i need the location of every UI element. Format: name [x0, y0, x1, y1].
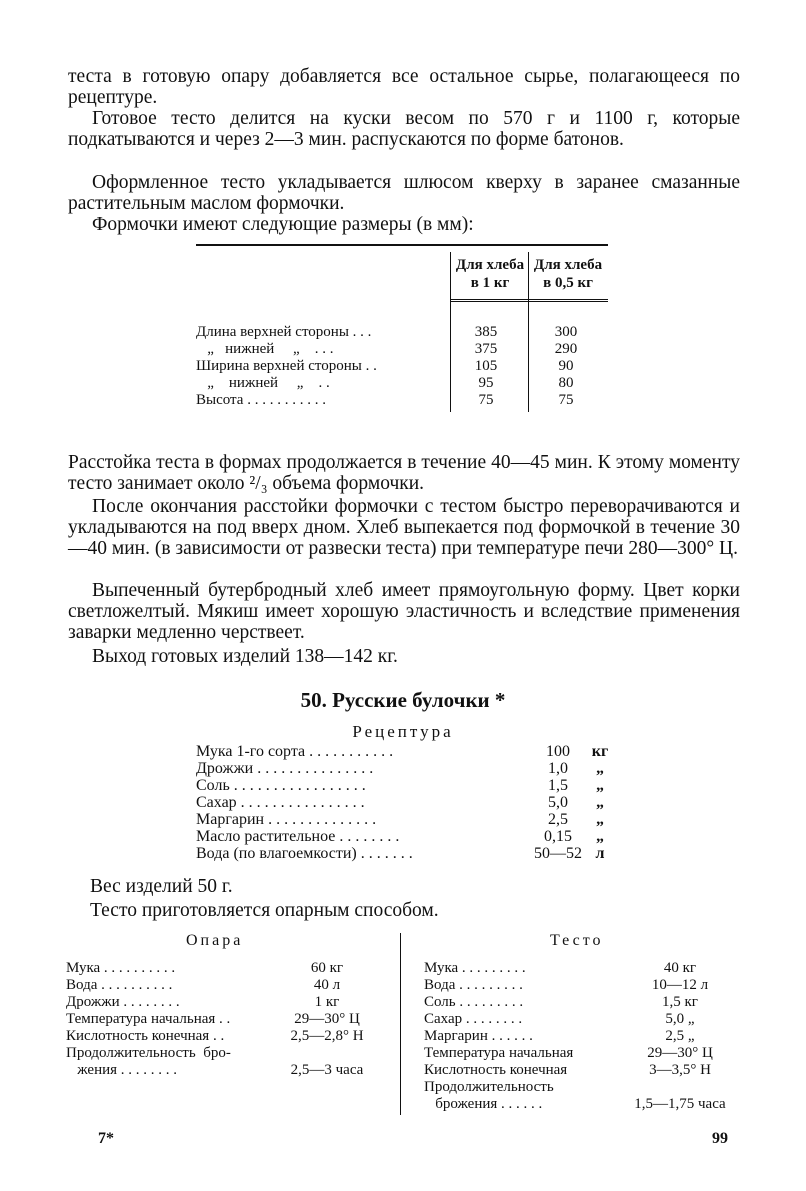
method-text: Тесто приготовляется опарным способом. — [90, 900, 439, 921]
param-label: брожения . . . . . . — [424, 1096, 543, 1112]
list-item — [196, 845, 616, 862]
body-paragraph-2: После окончания расстойки формочки с тестом быстро переворачиваются и укладываются на под вверх дном. Хлеб выпекается под формочкой в течение 30—40 мин. (в зависимости от развески теста) при температуре печи 280—300° Ц. — [68, 496, 740, 559]
list-item — [196, 760, 616, 777]
list-item — [424, 1096, 740, 1113]
row-label: Ширина верхней стороны . . — [196, 358, 377, 374]
table-row — [196, 392, 608, 409]
column-header-line: Для хлеба — [533, 257, 603, 273]
param-label: Сахар . . . . . . . . — [424, 1011, 523, 1027]
body-paragraph-1: Расстойка теста в формах продолжается в течение 40—45 мин. К этому моменту тесто занимает около ²/₃ объема формочки. — [68, 452, 740, 494]
value-05kg: 90 — [558, 358, 574, 374]
param-label: Дрожжи . . . . . . . . — [66, 994, 180, 1010]
list-item — [66, 960, 382, 977]
param-value: 5,0 „ — [665, 1011, 695, 1027]
ingredient-label: Мука 1-го сорта . . . . . . . . . . . — [196, 743, 394, 760]
page-number: 99 — [712, 1130, 728, 1147]
param-label: Продолжительность — [424, 1079, 554, 1095]
param-label: Кислотность конечная . . — [66, 1028, 225, 1044]
value-1kg: 105 — [474, 358, 498, 374]
table-row — [196, 358, 608, 375]
param-label: Кислотность конечная — [424, 1062, 568, 1078]
list-item — [66, 1062, 382, 1079]
param-label: Мука . . . . . . . . . — [424, 960, 526, 976]
list-item — [424, 960, 740, 977]
column-header-line: в 0,5 кг — [543, 275, 593, 291]
recipe-subtitle: Рецептура — [352, 722, 454, 741]
header-double-rule — [450, 299, 608, 302]
ingredient-unit: „ — [596, 794, 604, 811]
body-paragraph-3: Выпеченный бутербродный хлеб имеет прямоугольную форму. Цвет корки светложелтый. Мякиш имеет хорошую эластичность и вследствие применения заварки медленно черствеет. — [68, 580, 740, 643]
table-row — [196, 324, 608, 341]
list-item — [424, 1079, 740, 1096]
param-value: 1 кг — [314, 994, 340, 1010]
opara-title: Опара — [186, 932, 244, 949]
ingredient-unit: „ — [596, 777, 604, 794]
list-item — [66, 1045, 382, 1062]
value-05kg: 75 — [558, 392, 574, 408]
ingredient-label: Сахар . . . . . . . . . . . . . . . . — [196, 794, 365, 811]
param-label: Мука . . . . . . . . . . — [66, 960, 176, 976]
ingredient-value: 1,0 — [548, 760, 568, 777]
intro-paragraph-2: Готовое тесто делится на куски весом по 570 г и 1100 г, которые подкатываются и через 2—3 мин. распускаются по форме батонов. — [68, 108, 740, 150]
param-value: 40 л — [313, 977, 341, 993]
ingredient-unit: л — [595, 845, 605, 862]
ingredient-unit: „ — [596, 811, 604, 828]
intro-paragraph-1: теста в готовую опару добавляется все остальное сырье, полагающееся по рецептуре. — [68, 66, 740, 108]
list-item — [424, 1011, 740, 1028]
column-header-line: в 1 кг — [470, 275, 510, 291]
column-header-05kg — [530, 256, 606, 292]
list-item — [66, 994, 382, 1011]
ingredient-unit: кг — [591, 743, 609, 760]
ingredient-value: 0,15 — [544, 828, 572, 845]
column-header-1kg — [452, 256, 528, 292]
list-item — [196, 743, 616, 760]
list-item — [424, 1062, 740, 1079]
param-value: 40 кг — [663, 960, 697, 976]
param-value: 60 кг — [310, 960, 344, 976]
param-value: 2,5—2,8° Н — [290, 1028, 364, 1044]
row-label: Высота . . . . . . . . . . . — [196, 392, 326, 408]
param-value: 29—30° Ц — [647, 1045, 713, 1061]
recipe-list — [196, 743, 616, 862]
testo-title: Тесто — [550, 932, 604, 949]
product-weight-text: Вес изделий 50 г. — [90, 876, 233, 897]
ingredient-value: 2,5 — [548, 811, 568, 828]
value-05kg: 290 — [554, 341, 578, 357]
list-item — [66, 1011, 382, 1028]
section-title: 50. Русские булочки * — [300, 688, 506, 712]
row-label: „ нижней „ . . . — [196, 341, 334, 357]
param-label: Температура начальная — [424, 1045, 574, 1061]
ingredient-label: Масло растительное . . . . . . . . — [196, 828, 400, 845]
param-label: Продолжительность бро- — [66, 1045, 231, 1061]
value-1kg: 375 — [474, 341, 498, 357]
param-label: Вода . . . . . . . . . . — [66, 977, 173, 993]
param-value: 2,5—3 часа — [290, 1062, 364, 1078]
list-item — [196, 828, 616, 845]
list-item — [66, 977, 382, 994]
param-value: 29—30° Ц — [294, 1011, 360, 1027]
list-item — [424, 994, 740, 1011]
ingredient-unit: „ — [596, 828, 604, 845]
list-item — [424, 977, 740, 994]
ingredient-label: Дрожжи . . . . . . . . . . . . . . . — [196, 760, 374, 777]
param-value: 2,5 „ — [665, 1028, 695, 1044]
ingredient-value: 5,0 — [548, 794, 568, 811]
param-label: Температура начальная . . — [66, 1011, 231, 1027]
list-item — [196, 794, 616, 811]
param-label: Вода . . . . . . . . . — [424, 977, 523, 993]
opara-list — [66, 960, 382, 1079]
value-05kg: 80 — [558, 375, 574, 391]
list-item — [66, 1028, 382, 1045]
param-value — [620, 1079, 740, 1096]
value-1kg: 385 — [474, 324, 498, 340]
ingredient-value: 1,5 — [548, 777, 568, 794]
ingredient-label: Вода (по влагоемкости) . . . . . . . — [196, 845, 413, 862]
row-label: Длина верхней стороны . . . — [196, 324, 372, 340]
param-label: Маргарин . . . . . . — [424, 1028, 533, 1044]
table-top-rule — [196, 244, 608, 246]
body-paragraph-4: Выход готовых изделий 138—142 кг. — [92, 646, 398, 667]
ingredient-value: 50—52 — [534, 845, 582, 862]
signature-mark: 7* — [98, 1130, 114, 1147]
list-item — [196, 811, 616, 828]
list-item — [424, 1045, 740, 1062]
value-1kg: 75 — [478, 392, 494, 408]
testo-list — [424, 960, 740, 1113]
param-value: 10—12 л — [651, 977, 709, 993]
table-row — [196, 375, 608, 392]
param-value: 1,5 кг — [662, 994, 698, 1010]
column-header-line: Для хлеба — [455, 257, 525, 273]
param-value — [272, 1045, 382, 1062]
ingredient-value: 100 — [546, 743, 570, 760]
intro-paragraph-4: Формочки имеют следующие размеры (в мм): — [92, 214, 474, 235]
param-label: жения . . . . . . . . — [66, 1062, 178, 1078]
row-label: „ нижней „ . . — [196, 375, 330, 391]
intro-paragraph-3: Оформленное тесто укладывается шлюсом кверху в заранее смазанные растительным маслом формочки. — [68, 172, 740, 214]
value-05kg: 300 — [554, 324, 578, 340]
table-row — [196, 341, 608, 358]
value-1kg: 95 — [478, 375, 494, 391]
ingredient-unit: „ — [596, 760, 604, 777]
list-item — [196, 777, 616, 794]
param-value: 1,5—1,75 часа — [634, 1096, 726, 1112]
ingredient-label: Маргарин . . . . . . . . . . . . . . — [196, 811, 377, 828]
ingredient-label: Соль . . . . . . . . . . . . . . . . . — [196, 777, 366, 794]
param-label: Соль . . . . . . . . . — [424, 994, 524, 1010]
list-item — [424, 1028, 740, 1045]
param-value: 3—3,5° Н — [649, 1062, 711, 1078]
column-divider — [400, 933, 401, 1115]
